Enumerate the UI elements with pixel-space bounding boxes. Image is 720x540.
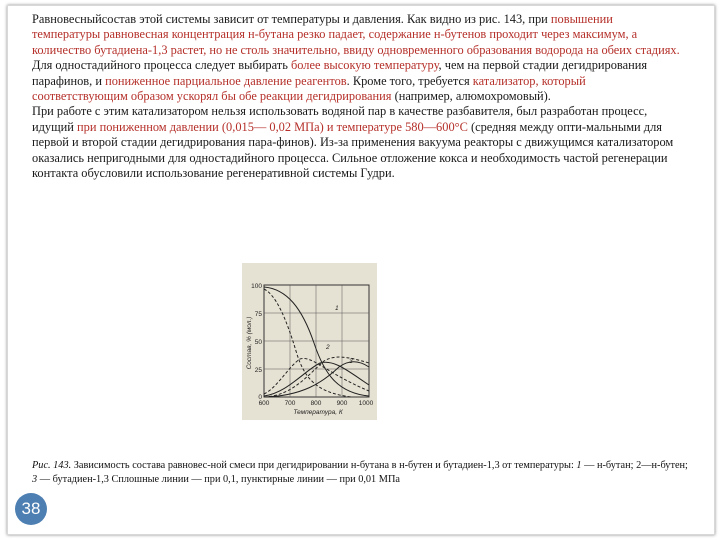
caption-text: Зависимость состава равновес-ной смеси при дегидрировании н-бутана в н-бутен и бутадиен-1,3 от температуры: xyxy=(71,460,577,471)
curve-label-3: 3 xyxy=(349,358,353,365)
y-tick-label: 75 xyxy=(254,311,262,318)
curve-label-1: 1 xyxy=(335,305,339,312)
paragraph-1 xyxy=(32,12,684,58)
y-axis-label: Состав, % (мол.) xyxy=(246,316,253,370)
paragraph-2 xyxy=(32,58,684,104)
highlighted-text: более высокую температуру xyxy=(290,58,439,73)
equilibrium-figure xyxy=(242,263,377,420)
highlighted-text: повышении температуры равновесная концентрация н-бутана резко падает, содержание н-бутенов проходит через максимум, а количество бутадиена-1,3 растет, но не столь значительно, ввиду одновременного образования водорода на обеих стадиях. xyxy=(32,12,680,57)
text-run: При работе с этим катализатором нельзя использовать водяной пар в качестве разбавителя, был разработан процесс, идущий xyxy=(32,104,648,134)
caption-legend-1: 1 xyxy=(576,460,582,471)
caption-legend-3: 3 xyxy=(32,474,38,486)
figure-plot xyxy=(242,263,377,420)
text-run: Равновесныйсостав этой системы зависит от температуры и давления. Как видно из рис. 143, при xyxy=(32,12,551,26)
y-tick-label: 25 xyxy=(254,367,262,374)
paragraph-3 xyxy=(32,104,684,181)
y-tick-label: 0 xyxy=(258,394,262,401)
text-run: . Кроме того, требуется xyxy=(346,73,473,88)
x-tick-label: 700 xyxy=(284,400,296,407)
highlighted-text: катализатор, который соответствующим образом ускорял бы обе реакции дегидрирования xyxy=(32,73,586,104)
figure-caption xyxy=(32,459,692,488)
caption-text-1: — н-бутан; 2—н-бутен; xyxy=(581,460,688,471)
curve-label-2: 2 xyxy=(326,344,330,351)
x-axis-label: Температура, К xyxy=(293,409,343,416)
highlighted-text: пониженное парциальное давление реагентов xyxy=(105,73,347,88)
text-run: Для одностадийного процесса следует выбирать xyxy=(32,58,291,73)
page-number-badge: 38 xyxy=(15,493,47,525)
x-tick-label: 800 xyxy=(310,400,322,407)
caption-text-2: — бутадиен-1,3 Сплошные линии — при 0,1, пунктирные линии — при 0,01 МПа xyxy=(37,474,400,486)
text-run: (например, алюмохромовый). xyxy=(391,89,551,104)
x-tick-label: 600 xyxy=(258,400,270,407)
text-run: (средняя между опти-мальными для первой и второй стадии дегидрирования пара-финов). Из-за применения вакуума реакторы с движущимся катализатором оказались непригодными для одностадийного процесса. Сильное отложение кокса и необходимость частой регенерации контакта обусловили использование регенеративной системы Гудри. xyxy=(32,119,674,181)
highlighted-text: при пониженном давлении (0,015— 0,02 МПа) и температуре 580—600°С xyxy=(77,119,468,134)
caption-prefix: Рис. 143. xyxy=(32,460,72,471)
text-run: , чем на первой стадии дегидрирования парафинов, и xyxy=(32,58,648,88)
y-tick-label: 50 xyxy=(254,339,262,346)
y-tick-label: 100 xyxy=(251,283,262,290)
body-text xyxy=(32,12,684,181)
x-tick-label: 900 xyxy=(336,400,348,407)
x-tick-label: 1000 xyxy=(358,400,374,407)
